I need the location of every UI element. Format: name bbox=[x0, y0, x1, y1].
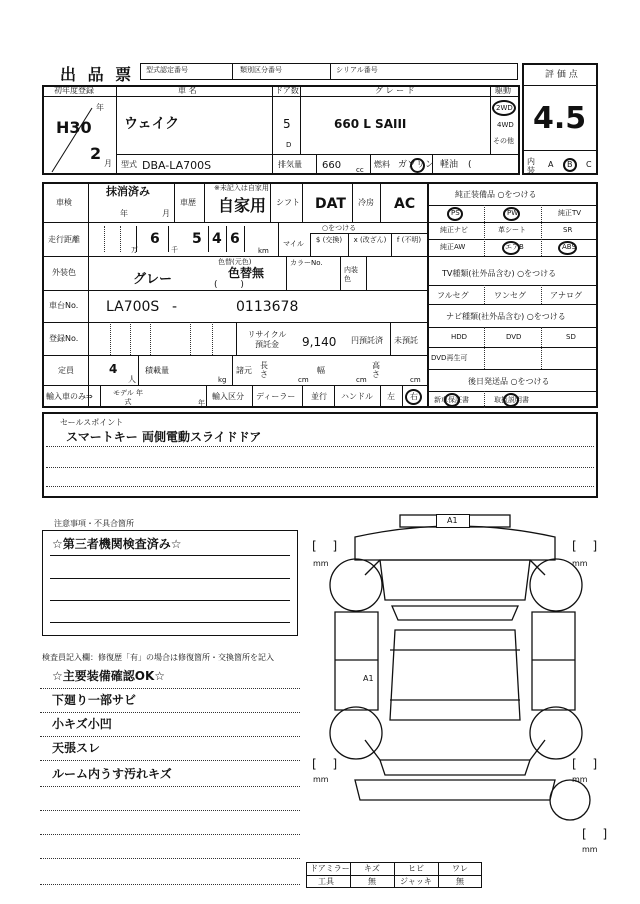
model-year-unit: 年 bbox=[198, 399, 205, 407]
car-name: ウェイク bbox=[124, 116, 180, 132]
mm-fl: mm bbox=[313, 559, 329, 568]
mileage-mark-title: ○をつける bbox=[322, 224, 357, 232]
grade-value: 660 L SAIII bbox=[334, 117, 407, 131]
mileage-man-unit: 万 bbox=[131, 246, 138, 254]
score-label: 評 価 点 bbox=[545, 70, 578, 80]
interior-label: 内装 bbox=[527, 157, 535, 175]
model-cert-label: 型式認定番号 bbox=[146, 66, 188, 74]
history-label: 車歴 bbox=[180, 198, 196, 207]
capacity-unit: 人 bbox=[128, 375, 136, 384]
height-cm: cm bbox=[410, 376, 421, 384]
score-value: 4.5 bbox=[533, 101, 587, 136]
mm-fr: mm bbox=[572, 559, 588, 568]
mm-rr: mm bbox=[572, 775, 588, 784]
tv-oneseg: ワンセグ bbox=[494, 291, 526, 300]
width-cm: cm bbox=[356, 376, 367, 384]
mileage-digit-2: 5 bbox=[192, 231, 202, 247]
mileage-mile: マイル bbox=[283, 240, 304, 248]
drive-2wd: 2WD bbox=[496, 104, 513, 112]
legend-scratch: キズ bbox=[364, 864, 380, 873]
handle-label: ハンドル bbox=[341, 392, 373, 401]
mileage-sen-unit: 千 bbox=[171, 246, 178, 254]
displacement-unit: cc bbox=[356, 166, 364, 174]
ac-value: AC bbox=[394, 196, 416, 212]
equip-pw: PW bbox=[507, 209, 519, 217]
recycle-deposit: 円預託済 bbox=[351, 336, 383, 345]
equip-tv: 純正TV bbox=[558, 209, 582, 217]
sales-label: セールスポイント bbox=[60, 418, 124, 427]
capacity-value: 4 bbox=[109, 362, 118, 376]
chassis-number: 0113678 bbox=[236, 299, 299, 315]
registration-label: 登録No. bbox=[49, 334, 79, 343]
equip-aw: 純正AW bbox=[440, 243, 466, 251]
chassis-dash: - bbox=[172, 299, 178, 315]
handle-left: 左 bbox=[387, 392, 395, 401]
length-cm: cm bbox=[298, 376, 309, 384]
notes-line1: ☆第三者機関検査済み☆ bbox=[52, 537, 182, 551]
legend-tools-value: 無 bbox=[368, 877, 376, 886]
navi-hdd: HDD bbox=[451, 333, 468, 341]
serial-label: シリアル番号 bbox=[336, 66, 378, 74]
recycle-not-deposit: 未預託 bbox=[394, 336, 418, 345]
legend-break: ワレ bbox=[452, 864, 468, 873]
inspection-month-unit: 月 bbox=[162, 209, 170, 218]
dims-label: 諸元 bbox=[236, 366, 252, 375]
fuel-label: 燃料 bbox=[374, 160, 390, 169]
notes-item-3: 小キズ小凹 bbox=[52, 717, 112, 731]
mileage-tamper: x (改ざん) bbox=[353, 236, 387, 244]
mm-spare: mm bbox=[582, 845, 598, 854]
import-parallel: 並行 bbox=[311, 392, 327, 401]
bracket-spare: [ ] bbox=[582, 827, 614, 841]
equip-sr: SR bbox=[563, 226, 573, 234]
notes-label: 注意事項・不具合箇所 bbox=[54, 519, 134, 528]
doors-value: 5 bbox=[283, 117, 291, 131]
equip-title: 純正装備品 ○をつける bbox=[455, 190, 537, 199]
class-no-label: 類別区分番号 bbox=[240, 66, 282, 74]
ac-label: 冷房 bbox=[358, 198, 374, 207]
repaint-paren: ( ) bbox=[214, 280, 244, 290]
model-label: 型式 bbox=[121, 160, 137, 169]
equip-navi: 純正ナビ bbox=[440, 226, 468, 234]
inspection-year-unit: 年 bbox=[120, 209, 128, 218]
bracket-fl: [ ] bbox=[312, 539, 344, 553]
bracket-rr: [ ] bbox=[572, 757, 604, 771]
legend-crack: ヒビ bbox=[408, 864, 424, 873]
drive-label: 駆動 bbox=[495, 86, 511, 95]
displacement-value: 660 bbox=[322, 160, 342, 171]
interior-grade-b: B bbox=[567, 160, 573, 169]
width-label: 幅 bbox=[317, 366, 325, 375]
legend-jack: ジャッキ bbox=[400, 877, 432, 886]
bracket-fr: [ ] bbox=[572, 539, 604, 553]
model-year-label: モデル 年式 bbox=[113, 389, 143, 406]
first-reg-month: 2 bbox=[90, 144, 102, 163]
import-label: 輸入車のみ⇒ bbox=[46, 392, 93, 401]
notes-item-2: 下廻り一部サビ bbox=[52, 693, 137, 707]
drive-4wd: 4WD bbox=[497, 121, 514, 129]
import-class-label: 輸入区分 bbox=[212, 392, 244, 401]
mileage-unit: km bbox=[258, 247, 269, 255]
wheel-rear-right bbox=[530, 707, 582, 759]
fuel-gasoline: ガソリン bbox=[398, 160, 435, 170]
displacement-label: 排気量 bbox=[278, 160, 302, 169]
chassis-model: LA700S bbox=[106, 299, 160, 315]
equip-ps: PS bbox=[451, 209, 460, 217]
equip-leather: 革シート bbox=[498, 226, 526, 234]
wheel-front-left bbox=[330, 559, 382, 611]
color-value: グレー bbox=[133, 272, 173, 287]
chassis-label: 車台No. bbox=[49, 301, 79, 310]
month-unit: 月 bbox=[104, 159, 112, 168]
recycle-label: リサイクル 預託金 bbox=[247, 330, 287, 349]
doors-label: ドア数 bbox=[275, 86, 299, 95]
inspection-value: 抹消済み bbox=[106, 185, 150, 198]
first-reg-year: H30 bbox=[56, 118, 92, 137]
handle-right: 右 bbox=[410, 392, 418, 401]
tv-analog: アナログ bbox=[550, 291, 582, 300]
history-value: 自家用 bbox=[218, 196, 267, 215]
color-no-label: カラーNo. bbox=[290, 259, 323, 267]
load-unit: kg bbox=[218, 376, 227, 384]
shift-label: シフト bbox=[276, 198, 300, 207]
equip-abs: ABS bbox=[562, 243, 576, 251]
sales-text: スマートキー 両側電動スライドドア bbox=[66, 430, 262, 444]
legend-jack-value: 無 bbox=[456, 877, 464, 886]
navi-dvd-play: DVD再生可 bbox=[431, 354, 468, 362]
later-warranty: 新車保証書 bbox=[434, 396, 469, 404]
repaint-label: 色替(元色) bbox=[218, 258, 252, 266]
capacity-label: 定員 bbox=[58, 366, 74, 375]
navi-dvd: DVD bbox=[506, 333, 522, 341]
load-label: 積載量 bbox=[145, 366, 169, 375]
first-reg-label: 初年度登録 bbox=[54, 86, 94, 95]
mm-rl: mm bbox=[313, 775, 329, 784]
interior-grade-c: C bbox=[586, 160, 592, 169]
drive-other: その他 bbox=[493, 137, 514, 145]
notes-item-4: 天張スレ bbox=[52, 741, 101, 755]
notes-item-5: ルーム内うす汚れキズ bbox=[52, 767, 172, 781]
history-note: ※未記入は自家用 bbox=[214, 184, 269, 192]
bracket-rl: [ ] bbox=[312, 757, 344, 771]
recycle-value: 9,140 bbox=[302, 335, 337, 349]
door-suffix: D bbox=[286, 141, 292, 149]
spare-tire bbox=[550, 780, 590, 820]
car-name-label: 車 名 bbox=[178, 86, 197, 95]
mark-top: A1 bbox=[447, 516, 458, 525]
mileage-label: 走行距離 bbox=[48, 235, 80, 244]
grade-label: グ レ ー ド bbox=[375, 86, 415, 95]
legend-tools: 工具 bbox=[318, 877, 334, 886]
mark-mid: A1 bbox=[363, 674, 374, 683]
length-label: 長さ bbox=[260, 361, 268, 379]
mileage-digit-3: 4 bbox=[212, 231, 222, 247]
repaint-value: 色替無 bbox=[228, 266, 265, 280]
tv-title: TV種類(社外品含む) ○をつける bbox=[442, 269, 557, 278]
inspection-label: 車検 bbox=[56, 198, 72, 207]
fuel-other-paren: ( bbox=[468, 160, 472, 170]
navi-title: ナビ種類(社外品含む) ○をつける bbox=[446, 312, 566, 321]
later-manual: 取扱説明書 bbox=[494, 396, 529, 404]
form-title: 出 品 票 bbox=[60, 65, 135, 84]
shift-value: DAT bbox=[315, 196, 346, 212]
fuel-diesel: 軽油 bbox=[440, 160, 459, 170]
import-dealer: ディーラー bbox=[256, 392, 296, 401]
model-code: DBA-LA700S bbox=[142, 159, 212, 172]
color-label: 外装色 bbox=[52, 268, 76, 277]
equip-airbag: エアB bbox=[505, 243, 524, 251]
later-title: 後日発送品 ○をつける bbox=[468, 377, 550, 386]
navi-sd: SD bbox=[566, 333, 576, 341]
mileage-unknown: f (不明) bbox=[396, 236, 422, 244]
notes-item-1: ☆主要装備確認OK☆ bbox=[52, 669, 166, 683]
height-label: 高さ bbox=[372, 361, 380, 379]
interior-color-label: 内装 色 bbox=[344, 266, 358, 283]
mileage-digit-1: 6 bbox=[150, 231, 160, 247]
mileage-digit-4: 6 bbox=[230, 231, 240, 247]
inspector-label: 検査員記入欄：修復歴「有」の場合は修復箇所・交換箇所を記入 bbox=[42, 653, 274, 662]
year-unit: 年 bbox=[96, 103, 104, 112]
mileage-swap: $ (交換) bbox=[315, 236, 343, 244]
legend-mirror: ドアミラー bbox=[310, 864, 350, 873]
tv-fullseg: フルセグ bbox=[437, 291, 469, 300]
interior-grade-a: A bbox=[548, 160, 554, 169]
